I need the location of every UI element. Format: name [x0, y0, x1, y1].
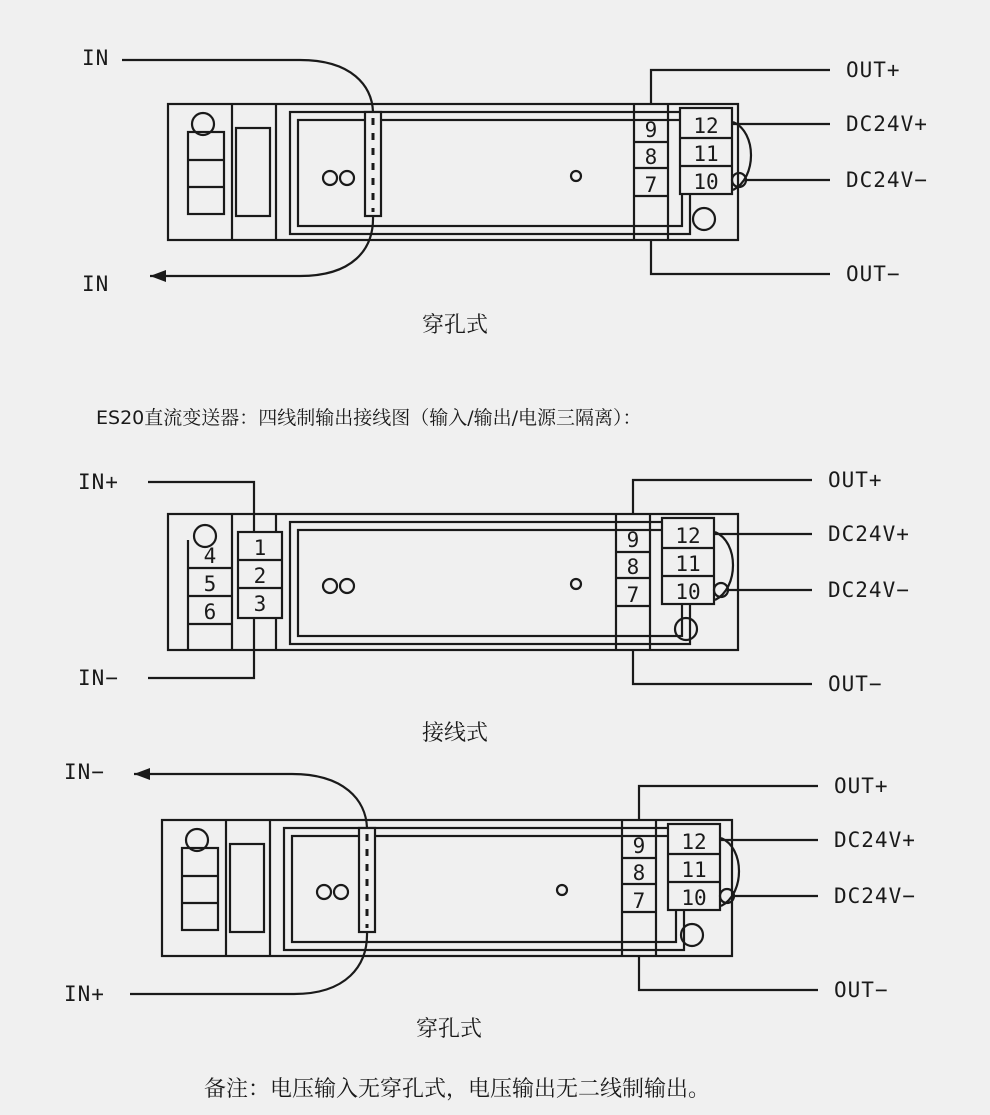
terminal-11-1: 11 [693, 142, 719, 166]
label-dc24v-plus-2: DC24V+ [828, 522, 910, 546]
label-dc24v-plus-3: DC24V+ [834, 828, 916, 852]
footer-note: 备注：电压输入无穿孔式，电压输出无二线制输出。 [204, 1077, 711, 1102]
caption-diagram-1: 穿孔式 [422, 313, 489, 338]
label-dc24v-minus-2: DC24V− [828, 578, 910, 602]
label-in-minus-2: IN− [78, 666, 119, 690]
label-out-minus-3: OUT− [834, 978, 889, 1002]
label-in-plus-3: IN+ [64, 982, 105, 1006]
terminal-12-1: 12 [693, 114, 719, 138]
label-in-plus-2: IN+ [78, 470, 119, 494]
terminal-7-2: 7 [626, 583, 640, 607]
terminal-7-1: 7 [644, 173, 658, 197]
caption-diagram-3: 穿孔式 [416, 1017, 483, 1042]
label-dc24v-plus-1: DC24V+ [846, 112, 928, 136]
terminal-9-1: 9 [644, 118, 658, 142]
section-heading: ES20直流变送器：四线制输出接线图（输入/输出/电源三隔离）： [96, 407, 642, 429]
terminal-8-2: 8 [626, 555, 640, 579]
terminal-7-3: 7 [632, 889, 646, 913]
label-out-plus-2: OUT+ [828, 468, 883, 492]
terminal-11-2: 11 [675, 552, 701, 576]
terminal-9-2: 9 [626, 528, 640, 552]
terminal-3-2: 3 [253, 592, 267, 616]
label-out-minus-1: OUT− [846, 262, 901, 286]
terminal-10-2: 10 [675, 580, 701, 604]
label-out-plus-3: OUT+ [834, 774, 889, 798]
terminal-8-3: 8 [632, 861, 646, 885]
caption-diagram-2: 接线式 [422, 721, 489, 746]
terminal-10-1: 10 [693, 170, 719, 194]
terminal-9-3: 9 [632, 834, 646, 858]
terminal-12-3: 12 [681, 830, 707, 854]
label-dc24v-minus-1: DC24V− [846, 168, 928, 192]
label-in-minus-3: IN− [64, 760, 105, 784]
terminal-12-2: 12 [675, 524, 701, 548]
label-dc24v-minus-3: DC24V− [834, 884, 916, 908]
label-out-plus-1: OUT+ [846, 58, 901, 82]
label-in-bottom: IN [82, 272, 110, 296]
terminal-11-3: 11 [681, 858, 707, 882]
label-in-top: IN [82, 46, 110, 70]
terminal-1-2: 1 [253, 536, 267, 560]
terminal-6-2: 6 [203, 600, 217, 624]
terminal-8-1: 8 [644, 145, 658, 169]
label-out-minus-2: OUT− [828, 672, 883, 696]
terminal-10-3: 10 [681, 886, 707, 910]
terminal-5-2: 5 [203, 572, 217, 596]
terminal-2-2: 2 [253, 564, 267, 588]
terminal-4-2: 4 [203, 544, 217, 568]
